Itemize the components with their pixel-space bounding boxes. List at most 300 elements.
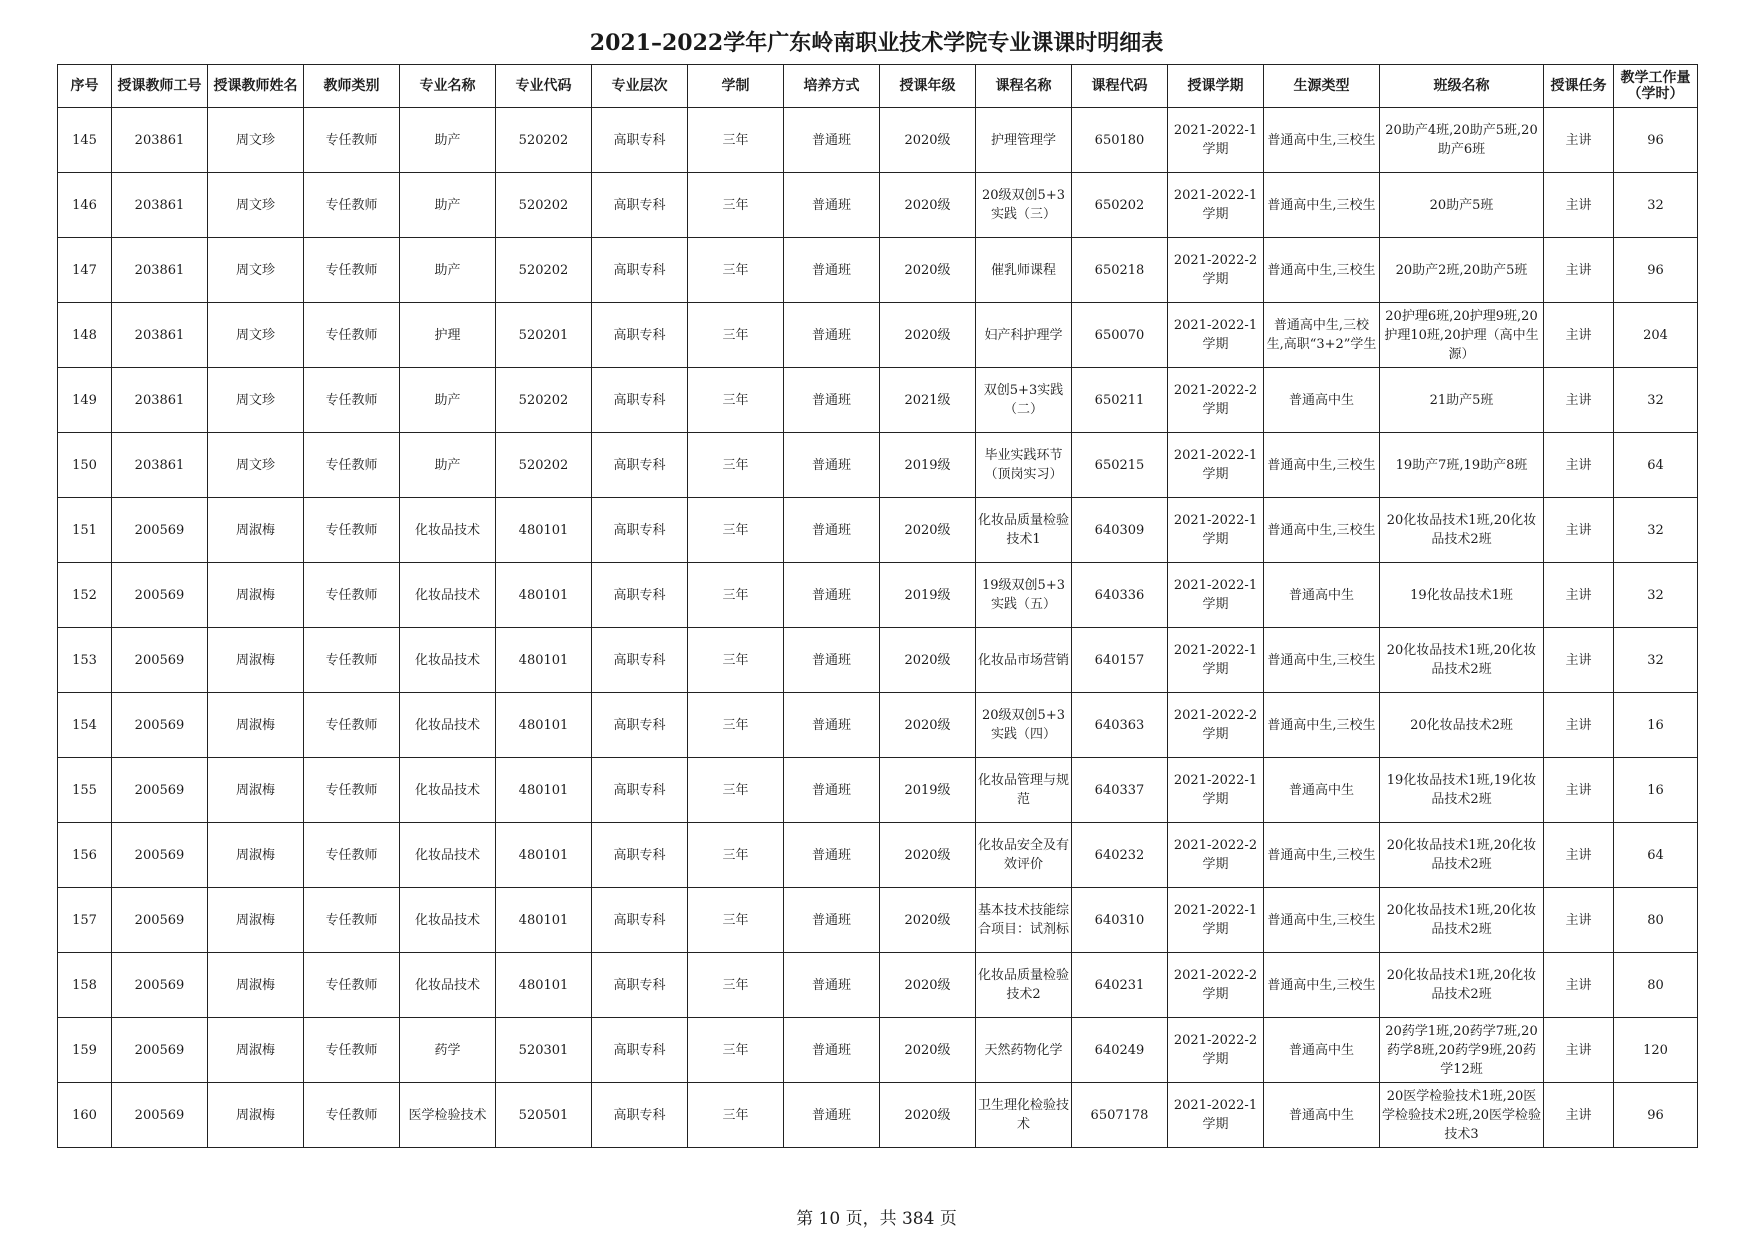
col-semester-cell — [1168, 173, 1264, 238]
col-class-name-cell — [1380, 303, 1544, 368]
cell-text: 周文珍 — [235, 262, 275, 278]
col-semester-cell — [1168, 433, 1264, 498]
cell-text: 周淑梅 — [235, 977, 275, 993]
col-major-code-cell — [496, 108, 592, 173]
col-course-code-cell — [1072, 953, 1168, 1018]
cell-text: 普通班 — [811, 392, 851, 408]
col-teacher-type-header: 教师类别 — [304, 65, 400, 108]
col-course-code-cell — [1072, 888, 1168, 953]
cell-text: 化妆品技术 — [414, 717, 480, 733]
col-teacher-name-cell — [208, 953, 304, 1018]
cell-text: 2021-2022-1学期 — [1173, 513, 1258, 547]
col-class-name-cell — [1380, 693, 1544, 758]
cell-text: 19化妆品技术1班 — [1410, 587, 1513, 603]
cell-text: 64 — [1647, 847, 1664, 863]
cell-text: 640336 — [1094, 587, 1145, 603]
cell-text: 20级双创5+3实践（三） — [982, 188, 1065, 222]
col-major-level-cell — [592, 953, 688, 1018]
col-student-source-cell — [1264, 758, 1380, 823]
col-workload-cell — [1614, 758, 1698, 823]
cell-text: 助产 — [434, 457, 461, 473]
col-teacher-name-cell — [208, 1018, 304, 1083]
col-teacher-type-cell — [304, 498, 400, 563]
cell-text: 周文珍 — [235, 457, 275, 473]
col-course-name-cell — [976, 368, 1072, 433]
cell-text: 专任教师 — [325, 457, 378, 473]
cell-text: 200569 — [134, 1107, 185, 1123]
col-teacher-name-cell — [208, 173, 304, 238]
col-seq-cell — [58, 1018, 112, 1083]
col-teacher-type-cell — [304, 1018, 400, 1083]
cell-text: 高职专科 — [613, 717, 666, 733]
col-course-name-cell — [976, 953, 1072, 1018]
col-duration-cell — [688, 433, 784, 498]
cell-text: 普通高中生,三校生,高职“3+2”学生 — [1266, 318, 1377, 352]
cell-text: 高职专科 — [613, 392, 666, 408]
cell-text: 520202 — [518, 132, 569, 148]
cell-text: 640310 — [1094, 912, 1145, 928]
cell-text: 化妆品技术 — [414, 522, 480, 538]
cell-text: 2021级 — [904, 392, 951, 408]
col-training-mode-cell — [784, 563, 880, 628]
cell-text: 化妆品技术 — [414, 782, 480, 798]
col-major-level-cell — [592, 1083, 688, 1148]
cell-text: 2020级 — [904, 132, 951, 148]
col-teacher-type-cell — [304, 888, 400, 953]
cell-text: 毕业实践环节（顶岗实习） — [984, 448, 1063, 482]
col-grade-cell — [880, 628, 976, 693]
cell-text: 480101 — [518, 587, 569, 603]
col-major-code-cell — [496, 888, 592, 953]
col-training-mode-cell — [784, 433, 880, 498]
cell-text: 640363 — [1094, 717, 1145, 733]
cell-text: 6507178 — [1090, 1107, 1149, 1123]
col-semester-cell — [1168, 108, 1264, 173]
cell-text: 催乳师课程 — [990, 262, 1056, 278]
cell-text: 650202 — [1094, 197, 1145, 213]
col-major-level-cell — [592, 823, 688, 888]
col-grade-cell — [880, 303, 976, 368]
col-task-cell — [1544, 823, 1614, 888]
col-teacher-name-cell — [208, 108, 304, 173]
cell-text: 普通高中生,三校生 — [1267, 717, 1376, 733]
col-task-cell — [1544, 173, 1614, 238]
cell-text: 2020级 — [904, 652, 951, 668]
col-workload-cell — [1614, 368, 1698, 433]
col-teacher-id-cell — [112, 303, 208, 368]
cell-text: 200569 — [134, 717, 185, 733]
cell-text: 三年 — [722, 847, 749, 863]
col-seq-header: 序号 — [58, 65, 112, 108]
col-training-mode-cell — [784, 628, 880, 693]
col-grade-cell — [880, 823, 976, 888]
cell-text: 640337 — [1094, 782, 1145, 798]
cell-text: 专任教师 — [325, 132, 378, 148]
col-course-code-cell — [1072, 368, 1168, 433]
cell-text: 96 — [1647, 1107, 1664, 1123]
table-row — [58, 758, 1698, 823]
col-workload-cell — [1614, 108, 1698, 173]
col-major-level-cell — [592, 433, 688, 498]
col-duration-cell — [688, 108, 784, 173]
cell-text: 普通班 — [811, 782, 851, 798]
cell-text: 2021-2022-1学期 — [1173, 318, 1258, 352]
cell-text: 主讲 — [1565, 1042, 1592, 1058]
cell-text: 助产 — [434, 132, 461, 148]
cell-text: 主讲 — [1565, 652, 1592, 668]
col-seq-cell — [58, 498, 112, 563]
col-major-code-cell — [496, 628, 592, 693]
col-grade-cell — [880, 173, 976, 238]
col-teacher-name-cell — [208, 1083, 304, 1148]
col-teacher-name-header: 授课教师姓名 — [208, 65, 304, 108]
col-class-name-cell — [1380, 953, 1544, 1018]
cell-text: 203861 — [134, 197, 185, 213]
cell-text: 2019级 — [904, 587, 951, 603]
table-row — [58, 888, 1698, 953]
col-course-code-cell — [1072, 173, 1168, 238]
col-course-code-cell — [1072, 1083, 1168, 1148]
col-major-name-cell — [400, 108, 496, 173]
cell-text: 155 — [72, 782, 97, 798]
cell-text: 80 — [1647, 977, 1664, 993]
col-major-level-cell — [592, 173, 688, 238]
col-duration-cell — [688, 498, 784, 563]
cell-text: 19级双创5+3实践（五） — [982, 578, 1065, 612]
col-workload-cell — [1614, 303, 1698, 368]
table-row — [58, 1083, 1698, 1148]
col-teacher-name-cell — [208, 888, 304, 953]
cell-text: 200569 — [134, 587, 185, 603]
col-teacher-type-cell — [304, 303, 400, 368]
cell-text: 32 — [1647, 392, 1664, 408]
col-major-code-cell — [496, 953, 592, 1018]
col-semester-cell — [1168, 953, 1264, 1018]
col-duration-cell — [688, 368, 784, 433]
col-teacher-id-cell — [112, 368, 208, 433]
cell-text: 普通高中生 — [1288, 1107, 1354, 1123]
table-row — [58, 823, 1698, 888]
col-major-name-cell — [400, 303, 496, 368]
col-grade-cell — [880, 1018, 976, 1083]
col-task-cell — [1544, 563, 1614, 628]
cell-text: 普通班 — [811, 262, 851, 278]
cell-text: 200569 — [134, 847, 185, 863]
cell-text: 专任教师 — [325, 197, 378, 213]
cell-text: 480101 — [518, 912, 569, 928]
cell-text: 2020级 — [904, 912, 951, 928]
cell-text: 2021-2022-2学期 — [1173, 708, 1258, 742]
col-major-name-cell — [400, 693, 496, 758]
col-course-code-cell — [1072, 823, 1168, 888]
col-course-name-cell — [976, 303, 1072, 368]
col-major-code-cell — [496, 238, 592, 303]
cell-text: 普通班 — [811, 977, 851, 993]
col-student-source-cell — [1264, 628, 1380, 693]
col-training-mode-cell — [784, 1083, 880, 1148]
col-class-name-cell — [1380, 433, 1544, 498]
col-training-mode-header: 培养方式 — [784, 65, 880, 108]
cell-text: 160 — [72, 1107, 97, 1123]
col-teacher-type-cell — [304, 563, 400, 628]
table-row — [58, 693, 1698, 758]
cell-text: 主讲 — [1565, 262, 1592, 278]
cell-text: 203861 — [134, 327, 185, 343]
col-major-name-cell — [400, 563, 496, 628]
col-teacher-name-cell — [208, 823, 304, 888]
cell-text: 120 — [1643, 1042, 1668, 1058]
cell-text: 640249 — [1094, 1042, 1145, 1058]
cell-text: 480101 — [518, 652, 569, 668]
col-teacher-name-cell — [208, 238, 304, 303]
col-seq-cell — [58, 888, 112, 953]
col-duration-cell — [688, 303, 784, 368]
col-major-code-cell — [496, 303, 592, 368]
col-grade-cell — [880, 368, 976, 433]
cell-text: 20化妆品技术1班,20化妆品技术2班 — [1386, 513, 1537, 547]
col-teacher-id-cell — [112, 173, 208, 238]
col-grade-cell — [880, 498, 976, 563]
col-workload-cell — [1614, 693, 1698, 758]
cell-text: 153 — [72, 652, 97, 668]
col-major-name-cell — [400, 1018, 496, 1083]
cell-text: 200569 — [134, 912, 185, 928]
cell-text: 高职专科 — [613, 912, 666, 928]
cell-text: 专任教师 — [325, 782, 378, 798]
cell-text: 32 — [1647, 587, 1664, 603]
cell-text: 周文珍 — [235, 132, 275, 148]
cell-text: 助产 — [434, 197, 461, 213]
col-course-code-cell — [1072, 758, 1168, 823]
col-semester-cell — [1168, 563, 1264, 628]
col-major-level-cell — [592, 368, 688, 433]
cell-text: 204 — [1643, 327, 1668, 343]
col-task-cell — [1544, 1083, 1614, 1148]
col-teacher-type-cell — [304, 823, 400, 888]
col-task-cell — [1544, 1018, 1614, 1083]
col-major-code-header: 专业代码 — [496, 65, 592, 108]
cell-text: 三年 — [722, 587, 749, 603]
col-course-name-header: 课程名称 — [976, 65, 1072, 108]
cell-text: 专任教师 — [325, 1042, 378, 1058]
cell-text: 主讲 — [1565, 782, 1592, 798]
col-student-source-cell — [1264, 108, 1380, 173]
cell-text: 周文珍 — [235, 392, 275, 408]
cell-text: 20化妆品技术1班,20化妆品技术2班 — [1386, 903, 1537, 937]
cell-text: 157 — [72, 912, 97, 928]
cell-text: 520202 — [518, 457, 569, 473]
cell-text: 158 — [72, 977, 97, 993]
cell-text: 650215 — [1094, 457, 1145, 473]
cell-text: 普通高中生 — [1288, 587, 1354, 603]
col-major-name-header: 专业名称 — [400, 65, 496, 108]
col-course-code-cell — [1072, 498, 1168, 563]
cell-text: 普通高中生 — [1288, 392, 1354, 408]
col-training-mode-cell — [784, 758, 880, 823]
col-training-mode-cell — [784, 888, 880, 953]
cell-text: 2020级 — [904, 522, 951, 538]
cell-text: 普通高中生,三校生 — [1267, 977, 1376, 993]
col-major-name-cell — [400, 888, 496, 953]
col-major-name-cell — [400, 953, 496, 1018]
col-teacher-id-cell — [112, 108, 208, 173]
cell-text: 高职专科 — [613, 1042, 666, 1058]
col-task-cell — [1544, 433, 1614, 498]
col-duration-cell — [688, 173, 784, 238]
cell-text: 2020级 — [904, 847, 951, 863]
col-teacher-id-cell — [112, 888, 208, 953]
col-major-code-cell — [496, 693, 592, 758]
col-major-code-cell — [496, 823, 592, 888]
col-teacher-id-header: 授课教师工号 — [112, 65, 208, 108]
cell-text: 护理 — [434, 327, 461, 343]
col-workload-cell — [1614, 823, 1698, 888]
col-semester-cell — [1168, 823, 1264, 888]
col-course-code-cell — [1072, 693, 1168, 758]
col-workload-cell — [1614, 498, 1698, 563]
col-student-source-cell — [1264, 303, 1380, 368]
cell-text: 高职专科 — [613, 262, 666, 278]
cell-text: 2019级 — [904, 457, 951, 473]
col-teacher-id-cell — [112, 1083, 208, 1148]
cell-text: 2020级 — [904, 717, 951, 733]
cell-text: 周文珍 — [235, 197, 275, 213]
cell-text: 护理管理学 — [990, 132, 1056, 148]
cell-text: 32 — [1647, 197, 1664, 213]
cell-text: 普通班 — [811, 197, 851, 213]
cell-text: 高职专科 — [613, 652, 666, 668]
cell-text: 520301 — [518, 1042, 569, 1058]
cell-text: 2021-2022-1学期 — [1173, 188, 1258, 222]
cell-text: 21助产5班 — [1429, 392, 1494, 408]
col-teacher-name-cell — [208, 563, 304, 628]
col-teacher-id-cell — [112, 498, 208, 563]
col-major-code-cell — [496, 498, 592, 563]
cell-text: 高职专科 — [613, 1107, 666, 1123]
col-course-name-cell — [976, 888, 1072, 953]
cell-text: 专任教师 — [325, 522, 378, 538]
col-teacher-id-cell — [112, 953, 208, 1018]
col-task-cell — [1544, 758, 1614, 823]
cell-text: 2021-2022-2学期 — [1173, 1033, 1258, 1067]
col-teacher-name-cell — [208, 303, 304, 368]
col-seq-cell — [58, 433, 112, 498]
cell-text: 化妆品技术 — [414, 912, 480, 928]
cell-text: 三年 — [722, 652, 749, 668]
cell-text: 妇产科护理学 — [984, 327, 1063, 343]
col-duration-cell — [688, 238, 784, 303]
col-task-cell — [1544, 238, 1614, 303]
cell-text: 专任教师 — [325, 977, 378, 993]
cell-text: 三年 — [722, 1042, 749, 1058]
cell-text: 152 — [72, 587, 97, 603]
col-workload-cell — [1614, 888, 1698, 953]
cell-text: 普通高中生,三校生 — [1267, 912, 1376, 928]
col-teacher-type-cell — [304, 758, 400, 823]
col-course-name-cell — [976, 433, 1072, 498]
col-major-level-cell — [592, 303, 688, 368]
cell-text: 化妆品安全及有效评价 — [978, 838, 1069, 872]
cell-text: 主讲 — [1565, 977, 1592, 993]
col-major-name-cell — [400, 498, 496, 563]
cell-text: 普通高中生,三校生 — [1267, 132, 1376, 148]
col-grade-cell — [880, 693, 976, 758]
col-student-source-header: 生源类型 — [1264, 65, 1380, 108]
col-training-mode-cell — [784, 953, 880, 1018]
col-task-cell — [1544, 498, 1614, 563]
table-row — [58, 303, 1698, 368]
cell-text: 主讲 — [1565, 717, 1592, 733]
cell-text: 16 — [1647, 717, 1664, 733]
col-workload-cell — [1614, 1018, 1698, 1083]
cell-text: 149 — [72, 392, 97, 408]
cell-text: 147 — [72, 262, 97, 278]
cell-text: 高职专科 — [613, 782, 666, 798]
col-course-code-cell — [1072, 1018, 1168, 1083]
cell-text: 640232 — [1094, 847, 1145, 863]
cell-text: 专任教师 — [325, 262, 378, 278]
cell-text: 203861 — [134, 392, 185, 408]
col-seq-cell — [58, 173, 112, 238]
cell-text: 520202 — [518, 262, 569, 278]
table-row — [58, 563, 1698, 628]
col-course-name-cell — [976, 1083, 1072, 1148]
cell-text: 三年 — [722, 457, 749, 473]
cell-text: 周淑梅 — [235, 912, 275, 928]
col-teacher-name-cell — [208, 433, 304, 498]
col-teacher-id-cell — [112, 693, 208, 758]
cell-text: 主讲 — [1565, 522, 1592, 538]
header-row — [58, 65, 1698, 108]
col-student-source-cell — [1264, 563, 1380, 628]
cell-text: 19化妆品技术1班,19化妆品技术2班 — [1386, 773, 1537, 807]
col-duration-cell — [688, 888, 784, 953]
col-task-cell — [1544, 368, 1614, 433]
col-workload-cell — [1614, 953, 1698, 1018]
cell-text: 周淑梅 — [235, 782, 275, 798]
col-task-cell — [1544, 888, 1614, 953]
cell-text: 化妆品技术 — [414, 652, 480, 668]
col-major-code-cell — [496, 1018, 592, 1083]
col-training-mode-cell — [784, 303, 880, 368]
cell-text: 三年 — [722, 782, 749, 798]
cell-text: 520202 — [518, 392, 569, 408]
cell-text: 化妆品质量检验技术1 — [978, 513, 1069, 547]
cell-text: 203861 — [134, 457, 185, 473]
cell-text: 普通班 — [811, 652, 851, 668]
cell-text: 普通班 — [811, 457, 851, 473]
col-class-name-cell — [1380, 1083, 1544, 1148]
cell-text: 2021-2022-2学期 — [1173, 383, 1258, 417]
col-training-mode-cell — [784, 693, 880, 758]
col-teacher-name-cell — [208, 498, 304, 563]
cell-text: 2020级 — [904, 327, 951, 343]
col-teacher-type-cell — [304, 953, 400, 1018]
table-row — [58, 238, 1698, 303]
col-grade-cell — [880, 758, 976, 823]
col-semester-cell — [1168, 368, 1264, 433]
col-training-mode-cell — [784, 498, 880, 563]
cell-text: 650180 — [1094, 132, 1145, 148]
cell-text: 主讲 — [1565, 1107, 1592, 1123]
cell-text: 专任教师 — [325, 587, 378, 603]
cell-text: 普通班 — [811, 1107, 851, 1123]
col-class-name-cell — [1380, 238, 1544, 303]
col-seq-cell — [58, 693, 112, 758]
cell-text: 主讲 — [1565, 912, 1592, 928]
cell-text: 2021-2022-1学期 — [1173, 1098, 1258, 1132]
cell-text: 周淑梅 — [235, 522, 275, 538]
